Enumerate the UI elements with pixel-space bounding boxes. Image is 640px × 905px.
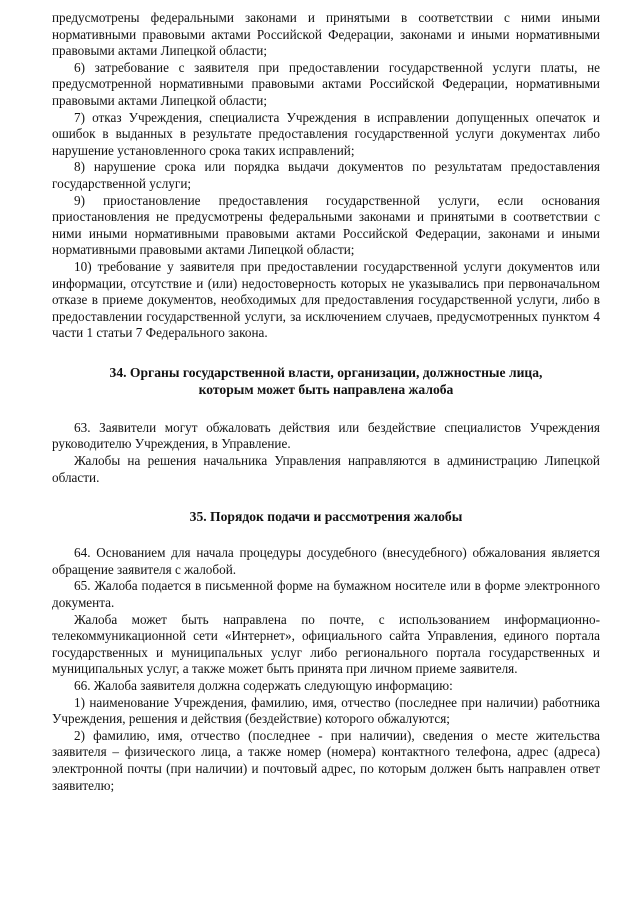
paragraph-continuation: предусмотрены федеральными законами и принятыми в соответствии с ними иными нормативными правовыми актами Российской Федерации, законами и иными нормативными правовыми актами Липецкой области; [52, 10, 600, 59]
paragraph-item-10: 10) требование у заявителя при предоставлении государственной услуги документов или информации, отсутствие и (или) недостоверность которых не указывались при первоначальном отказе в приеме документов, необходимых для предоставления государственной услуги, либо в предоставлении государственной услуги, за исключением случаев, предусмотренных пунктом 4 части 1 статьи 7 Федерального закона. [52, 258, 600, 341]
paragraph-item-6: 6) затребование с заявителя при предоставлении государственной услуги платы, не предусмотренной нормативными правовыми актами Российской Федерации, нормативными правовыми актами Липецкой области; [52, 59, 600, 108]
section-35-heading: 35. Порядок подачи и рассмотрения жалобы [189, 509, 463, 525]
section-34-heading [52, 364, 600, 398]
paragraph-66: 66. Жалоба заявителя должна содержать следующую информацию: [74, 678, 453, 693]
section-34-title-line2: которым может быть направлена жалоба [198, 381, 454, 397]
paragraph-complaint-channels: Жалоба может быть направлена по почте, с использованием информационно-телекоммуникационной сети «Интернет», официального сайта Управления, единого портала государственных и муниципальных услуг либо регионального портала государственных и муниципальных услуг, а также может быть принята при личном приеме заявителя. [52, 611, 600, 677]
paragraph-64: 64. Основанием для начала процедуры досудебного (внесудебного) обжалования является обращение заявителя с жалобой. [52, 545, 600, 577]
paragraph-item-9: 9) приостановление предоставления государственной услуги, если основания приостановления не предусмотрены федеральными законами и принятыми в соответствии с ними иными нормативными правовыми актами Российской Федерации, законами и иными нормативными правовыми актами Липецкой области; [52, 192, 600, 258]
paragraph-item-8: 8) нарушение срока или порядка выдачи документов по результатам предоставления государственной услуги; [52, 159, 600, 191]
paragraph-appeals-admin: Жалобы на решения начальника Управления направляются в администрацию Липецкой области. [52, 453, 600, 485]
paragraph-65: 65. Жалоба подается в письменной форме на бумажном носителе или в форме электронного документа. [52, 578, 600, 611]
paragraph-66-item-1: 1) наименование Учреждения, фамилию, имя, отчество (последнее при наличии) работника Учреждения, решения и действия (бездействие) которого обжалуются; [52, 694, 600, 727]
section-34-title-line1: 34. Органы государственной власти, организации, должностные лица, [109, 364, 543, 380]
paragraph-item-7: 7) отказ Учреждения, специалиста Учреждения в исправлении допущенных опечаток и ошибок в выданных в результате предоставления государственной услуги документах либо нарушение установленного срока таких исправлений; [52, 109, 600, 158]
paragraph-66-item-2: 2) фамилию, имя, отчество (последнее - при наличии), сведения о месте жительства заявителя – физического лица, а также номер (номера) контактного телефона, адрес (адреса) электронной почты (при наличии) и почтовый адрес, по которым должен быть направлен ответ заявителю; [52, 727, 600, 793]
paragraph-63: 63. Заявители могут обжаловать действия или бездействие специалистов Учреждения руководителю Учреждения, в Управление. [52, 419, 600, 452]
document-page [52, 10, 600, 794]
